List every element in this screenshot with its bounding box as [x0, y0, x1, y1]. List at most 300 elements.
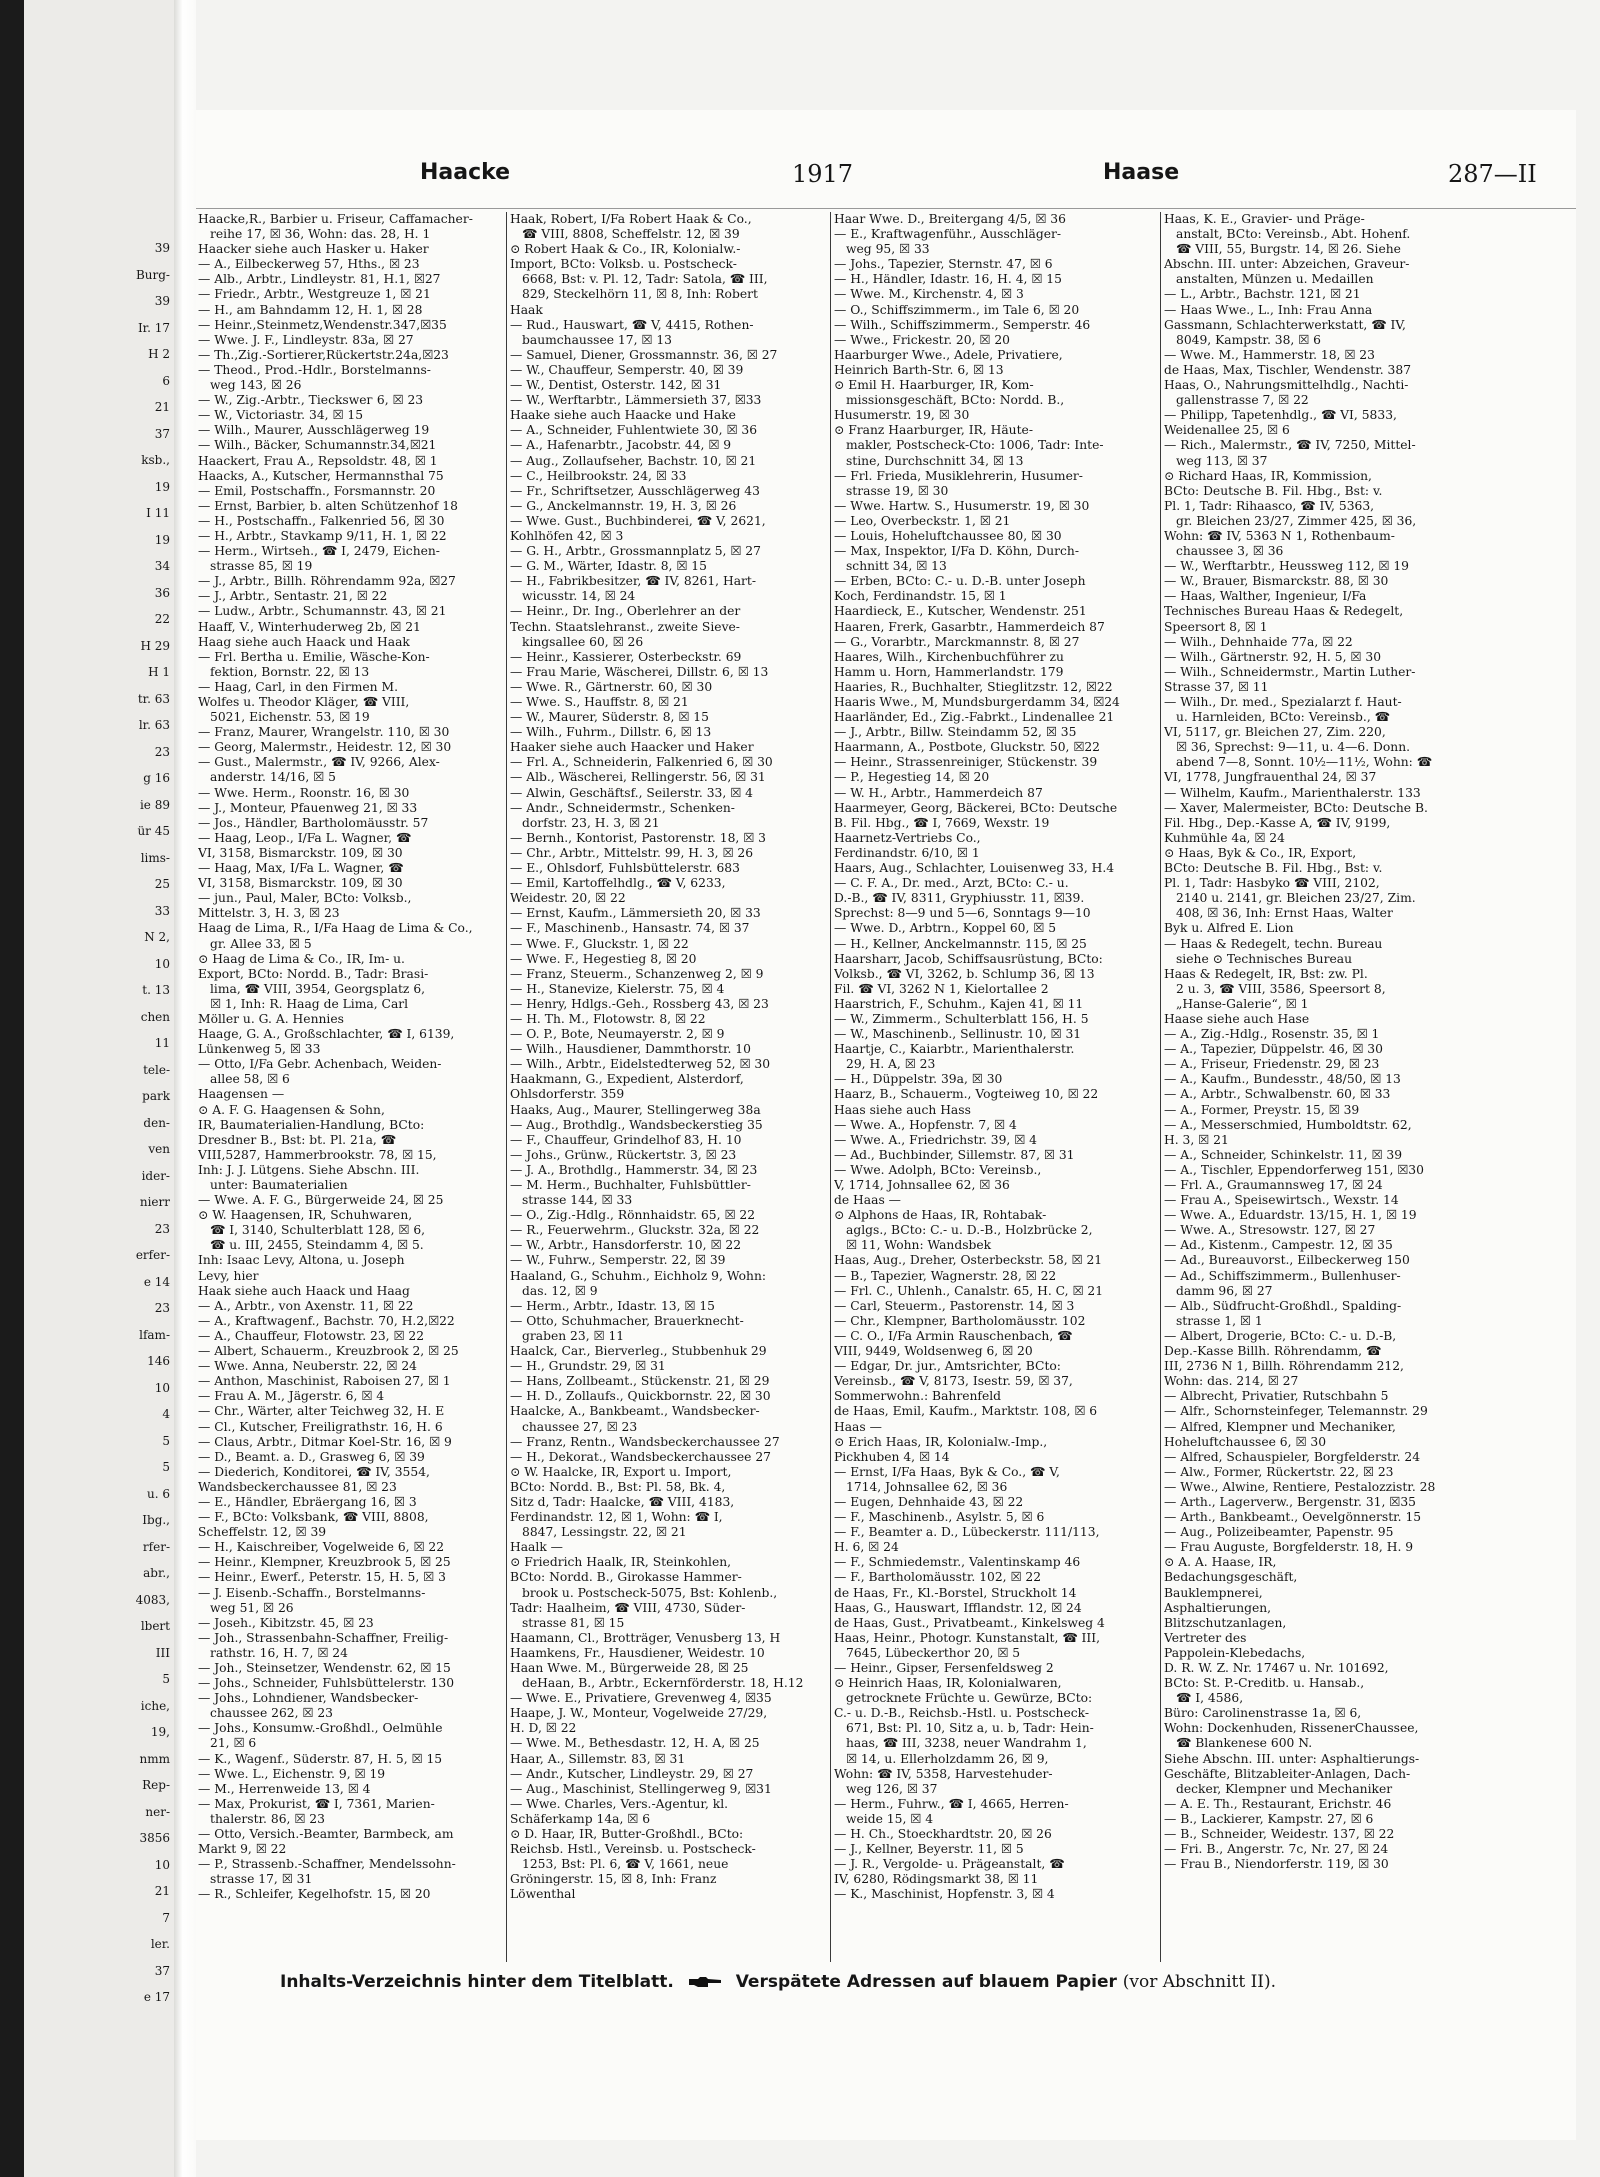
strip-fragment: H 29 [140, 638, 170, 653]
directory-entry-line: — F., Schmiedemstr., Valentinskamp 46 [834, 1555, 1081, 1570]
directory-entry-line: Löwenthal [510, 1887, 576, 1902]
directory-entry-line: — Otto, Schuhmacher, Brauerknecht- [510, 1313, 744, 1328]
directory-entry-line: Fil. Hbg., Dep.-Kasse A, ☎ IV, 9199, [1164, 815, 1391, 830]
strip-fragment: 39 [154, 241, 170, 255]
directory-entry-line: — H., Grundstr. 29, ☒ 31 [510, 1359, 666, 1374]
strip-fragment: 19 [154, 479, 170, 494]
strip-fragment: 21 [154, 1884, 170, 1898]
directory-entry-line: — Louis, Hoheluftchaussee 80, ☒ 30 [834, 528, 1062, 543]
directory-entry-line: — Ernst, Kaufm., Lämmersieth 20, ☒ 33 [510, 906, 761, 921]
directory-entry-line: Tadr: Haalheim, ☎ VIII, 4730, Süder- [510, 1600, 746, 1615]
directory-entry-line: — H., Stanevize, Kielerstr. 75, ☒ 4 [510, 981, 725, 996]
directory-entry-line: chaussee 262, ☒ 23 [210, 1706, 334, 1721]
strip-fragment: 34 [154, 559, 170, 573]
directory-entry-line: Haarnetz-Vertriebs Co., [834, 830, 981, 845]
directory-entry-line: ⊙ W. Haalcke, IR, Export u. Import, [510, 1464, 732, 1479]
strip-fragment: 5 [162, 1433, 170, 1448]
strip-fragment: g 16 [143, 771, 170, 785]
directory-entry-line: ⊙ Haag de Lima & Co., IR, Im- u. [198, 951, 405, 966]
directory-entry-line: — Arth., Bankbeamt., Oevelgönnerstr. 15 [1164, 1510, 1422, 1525]
directory-entry-line: — A., Schneider, Schinkelstr. 11, ☒ 39 [1164, 1147, 1403, 1162]
directory-entry-line: — Otto, Versich.-Beamter, Barmbeck, am [198, 1827, 454, 1842]
directory-entry-line: — Philipp, Tapetenhdlg., ☎ VI, 5833, [1164, 408, 1397, 423]
directory-entry-line: — Ernst, I/Fa Haas, Byk & Co., ☎ V, [834, 1464, 1060, 1479]
directory-entry-line: Export, BCto: Nordd. B., Tadr: Brasi- [198, 966, 429, 981]
directory-entry-line: III, 2736 N 1, Billh. Röhrendamm 212, [1164, 1359, 1404, 1374]
directory-entry-line: Bauklempnerei, [1164, 1585, 1263, 1600]
directory-entry-line: wicusstr. 14, ☒ 24 [522, 589, 636, 604]
directory-entry-line: — Erben, BCto: C.- u. D.-B. unter Joseph [834, 574, 1086, 589]
directory-entry-line: Wohn: das. 214, ☒ 27 [1164, 1374, 1299, 1389]
directory-entry-line: schnitt 34, ☒ 13 [846, 559, 947, 574]
directory-entry-line: Mittelstr. 3, H. 3, ☒ 23 [198, 906, 340, 921]
directory-entry-line: — A., Chauffeur, Flotowstr. 23, ☒ 22 [198, 1328, 425, 1343]
directory-entry-line: ☒ 36, Sprechst: 9—11, u. 4—6. Donn. [1176, 740, 1411, 755]
directory-entry-line: ⊙ W. Haagensen, IR, Schuhwaren, [198, 1208, 413, 1223]
directory-entry-line: Haacker siehe auch Hasker u. Haker [198, 242, 429, 257]
directory-entry-line: — Joseh., Kibitzstr. 45, ☒ 23 [198, 1615, 374, 1630]
directory-entry-line: Volksb., ☎ VI, 3262, b. Schlump 36, ☒ 13 [834, 966, 1095, 981]
directory-entry-line: — C. O., I/Fa Armin Rauschenbach, ☎ [834, 1328, 1073, 1343]
directory-entry-line: Haage, G. A., Großschlachter, ☎ I, 6139, [198, 1027, 455, 1042]
directory-entry-line: Levy, hier [198, 1268, 259, 1283]
directory-entry-line: — Alw., Former, Rückertstr. 22, ☒ 23 [1164, 1464, 1394, 1479]
directory-entry-line: — B., Tapezier, Wagnerstr. 28, ☒ 22 [834, 1268, 1057, 1283]
directory-entry-line: Ohlsdorferstr. 359 [510, 1087, 625, 1102]
directory-entry-line: — Wilh., Fuhrm., Dillstr. 6, ☒ 13 [510, 725, 712, 740]
directory-entry-line: Dresdner B., Bst: bt. Pl. 21a, ☎ [198, 1132, 397, 1147]
footer-late-addresses: Verspätete Adressen auf blauem Papier [735, 1972, 1117, 1992]
directory-entry-line: — Joh., Strassenbahn-Schaffner, Freilig- [198, 1630, 449, 1645]
directory-entry-line: — Frl. C., Uhlenh., Canalstr. 65, H. C, ☒ 21 [834, 1283, 1104, 1298]
directory-entry-line: — Arth., Lagerverw., Bergenstr. 31, ☒35 [1164, 1494, 1416, 1509]
directory-entry-line: — Wwe. F., Gluckstr. 1, ☒ 22 [510, 936, 689, 951]
directory-entry-line: Haarländer, Ed., Zig.-Fabrkt., Lindenallee 21 [834, 710, 1115, 725]
directory-entry-line: aglgs., BCto: C.- u. D.-B., Holzbrücke 2, [846, 1223, 1093, 1238]
directory-entry-line: Haacke,R., Barbier u. Friseur, Caffamacher- [198, 212, 473, 226]
directory-entry-line: — W., Dentist, Osterstr. 142, ☒ 31 [510, 378, 722, 393]
directory-entry-line: — G. M., Wärter, Idastr. 8, ☒ 15 [510, 559, 707, 574]
strip-fragment: ider- [141, 1168, 170, 1183]
directory-entry-line: getrocknete Früchte u. Gewürze, BCto: [846, 1691, 1093, 1706]
directory-entry-line: — H., Händler, Idastr. 16, H. 4, ☒ 15 [834, 272, 1062, 287]
strip-fragment: nmm [139, 1751, 170, 1766]
strip-fragment: I 11 [146, 506, 170, 520]
directory-entry-line: H. 6, ☒ 24 [834, 1540, 899, 1555]
directory-entry-line: BCto: St. P.-Creditb. u. Hansab., [1164, 1676, 1365, 1691]
directory-entry-line: — Wwe. A., Eduardstr. 13/15, H. 1, ☒ 19 [1164, 1208, 1417, 1223]
directory-entry-line: Haarsharr, Jacob, Schiffsausrüstung, BCto: [834, 951, 1103, 966]
directory-entry-line: allee 58, ☒ 6 [210, 1072, 290, 1087]
directory-entry-line: Haamann, Cl., Brotträger, Venusberg 13, H [510, 1630, 781, 1645]
directory-entry-line: D.-B., ☎ IV, 8311, Gryphiusstr. 11, ☒39. [834, 891, 1085, 906]
directory-entry-line: Haag siehe auch Haack und Haak [198, 634, 410, 649]
directory-entry-line: abend 7—8, Sonnt. 10½—11½, Wohn: ☎ [1176, 755, 1433, 770]
strip-fragment: Burg- [135, 267, 170, 282]
directory-entry-line: — A., Tischler, Eppendorferweg 151, ☒30 [1164, 1162, 1424, 1177]
directory-entry-line: ⊙ Alphons de Haas, IR, Rohtabak- [834, 1208, 1047, 1223]
directory-entry-line: Weidestr. 20, ☒ 22 [510, 891, 626, 906]
directory-entry-line: Haarmeyer, Georg, Bäckerei, BCto: Deutsche [834, 800, 1118, 815]
directory-entry-line: de Haas — [834, 1193, 901, 1208]
directory-entry-line: — E., Händler, Ebräergang 16, ☒ 3 [198, 1494, 417, 1509]
directory-entry-line: Haalcke, A., Bankbeamt., Wandsbecker- [510, 1404, 760, 1419]
directory-entry-line: 21, ☒ 6 [210, 1736, 257, 1751]
directory-entry-line: dorfstr. 23, H. 3, ☒ 21 [522, 815, 660, 830]
directory-entry-line: H. 3, ☒ 21 [1164, 1132, 1229, 1147]
strip-fragment: ner- [145, 1804, 170, 1819]
directory-entry-line: — Theod., Prod.-Hdlr., Borstelmanns- [198, 362, 431, 377]
directory-entry-line: — Rich., Malermstr., ☎ IV, 7250, Mittel- [1164, 438, 1416, 453]
directory-entry-line: — Herm., Fuhrw., ☎ I, 4665, Herren- [834, 1796, 1069, 1811]
directory-entry-line: — Wwe. Hartw. S., Husumerstr. 19, ☒ 30 [834, 498, 1090, 513]
directory-entry-line: chaussee 27, ☒ 23 [522, 1419, 638, 1434]
directory-entry-line: — Wwe. M., Bethesdastr. 12, H. A, ☒ 25 [510, 1736, 760, 1751]
directory-entry-line: — Frl. A., Schneiderin, Falkenried 6, ☒ 30 [510, 755, 773, 770]
directory-entry-line: — J., Kellner, Beyerstr. 11, ☒ 5 [834, 1842, 1024, 1857]
directory-entry-line: Scheffelstr. 12, ☒ 39 [198, 1525, 327, 1540]
directory-entry-line: IR, Baumaterialien-Handlung, BCto: [198, 1117, 425, 1132]
directory-entry-line: — H. Ch., Stoeckhardtstr. 20, ☒ 26 [834, 1827, 1052, 1842]
directory-entry-line: — Wwe. S., Hauffstr. 8, ☒ 21 [510, 695, 689, 709]
strip-fragment: 39 [154, 294, 170, 308]
directory-entry-line: — R., Schleifer, Kegelhofstr. 15, ☒ 20 [198, 1887, 431, 1902]
directory-entry-line: — Aug., Brothdlg., Wandsbeckerstieg 35 [510, 1117, 763, 1132]
directory-entry-line: strasse 85, ☒ 19 [210, 559, 313, 574]
previous-page-strip [24, 0, 174, 2177]
strip-fragment: 22 [154, 612, 170, 626]
directory-entry-line: — B., Lackierer, Kampstr. 27, ☒ 6 [1164, 1811, 1374, 1826]
directory-entry-line: makler, Postscheck-Cto: 1006, Tadr: Inte- [846, 438, 1104, 453]
pointing-hand-icon [688, 1975, 722, 1989]
directory-entry-line: haas, ☎ III, 3238, neuer Wandrahm 1, [846, 1736, 1087, 1751]
strip-fragment: ven [148, 1142, 170, 1156]
directory-entry-line: — Herm., Wirtseh., ☎ I, 2479, Eichen- [198, 544, 440, 559]
directory-entry-line: — Wwe. R., Gärtnerstr. 60, ☒ 30 [510, 679, 713, 694]
directory-entry-line: — Emil, Kartoffelhdlg., ☎ V, 6233, [510, 876, 726, 891]
directory-entry-line: siehe ⊙ Technisches Bureau [1176, 951, 1352, 966]
directory-entry-line: Inh: J. J. Lütgens. Siehe Abschn. III. [198, 1162, 420, 1177]
directory-entry-line: — G. H., Arbtr., Grossmannplatz 5, ☒ 27 [510, 544, 761, 559]
directory-entry-line: — A., Eilbeckerweg 57, Hths., ☒ 23 [198, 257, 420, 272]
directory-entry-line: — Wwe. E., Privatiere, Grevenweg 4, ☒35 [510, 1691, 772, 1706]
directory-entry-line: gr. Allee 33, ☒ 5 [210, 936, 312, 951]
directory-entry-line: Haares, Wilh., Kirchenbuchführer zu [834, 649, 1064, 664]
directory-entry-line: — A., Kaufm., Bundesstr., 48/50, ☒ 13 [1164, 1072, 1401, 1087]
directory-entry-line: das. 12, ☒ 9 [522, 1283, 598, 1298]
directory-entry-line: — H., Postschaffn., Falkenried 56, ☒ 30 [198, 513, 445, 528]
directory-entry-line: — Rud., Hauswart, ☎ V, 4415, Rothen- [510, 317, 754, 332]
directory-entry-line: 6668, Bst: v. Pl. 12, Tadr: Satola, ☎ III, [522, 272, 768, 287]
directory-entry-line: ⊙ Emil H. Haarburger, IR, Kom- [834, 378, 1034, 393]
footer-section-note: (vor Abschnitt II). [1122, 1972, 1277, 1992]
directory-entry-line: — Chr., Wärter, alter Teichweg 32, H. E [198, 1404, 445, 1419]
directory-entry-line: — Edgar, Dr. jur., Amtsrichter, BCto: [834, 1359, 1061, 1374]
directory-entry-line: Dep.-Kasse Billh. Röhrendamm, ☎ [1164, 1344, 1382, 1359]
strip-fragment: tele- [143, 1062, 170, 1077]
directory-entry-line: D. R. W. Z. Nr. 17467 u. Nr. 101692, [1164, 1661, 1389, 1675]
directory-entry-line: weide 15, ☒ 4 [846, 1811, 934, 1826]
directory-entry-line: Haalck, Car., Bierverleg., Stubbenhuk 29 [510, 1344, 767, 1359]
directory-entry-line: ⊙ Franz Haarburger, IR, Häute- [834, 423, 1033, 438]
directory-entry-line: Haackert, Frau A., Repsoldstr. 48, ☒ 1 [198, 453, 438, 468]
directory-entry-line: — Alb., Arbtr., Lindleystr. 81, H.1, ☒27 [198, 272, 441, 287]
directory-entry-line: — Ad., Schiffszimmerm., Bullenhuser- [1164, 1268, 1401, 1283]
strip-fragment: 23 [154, 744, 170, 759]
directory-entry-line: strasse 1, ☒ 1 [1176, 1313, 1263, 1328]
directory-entry-line: — Wilh., Maurer, Ausschlägerweg 19 [198, 423, 430, 438]
column-1 [198, 212, 504, 1903]
directory-entry-line: — B., Schneider, Weidestr. 137, ☒ 22 [1164, 1827, 1395, 1842]
directory-entry-line: ⊙ Erich Haas, IR, Kolonialw.-Imp., [834, 1434, 1048, 1449]
directory-entry-line: — Xaver, Malermeister, BCto: Deutsche B. [1164, 800, 1428, 815]
directory-entry-line: — J., Arbtr., Billw. Steindamm 52, ☒ 35 [834, 725, 1077, 740]
directory-entry-line: — H., Düppelstr. 39a, ☒ 30 [834, 1072, 1003, 1087]
directory-entry-line: — Wilh., Schneidermstr., Martin Luther- [1164, 664, 1416, 679]
directory-entry-line: — A., Schneider, Fuhlentwiete 30, ☒ 36 [510, 423, 758, 438]
directory-entry-line: — F., Maschinenb., Asylstr. 5, ☒ 6 [834, 1510, 1045, 1525]
directory-entry-line: Weidenallee 25, ☒ 6 [1164, 423, 1290, 438]
directory-entry-line: Asphaltierungen, [1164, 1600, 1272, 1615]
directory-entry-line: — Heinr.,Steinmetz,Wendenstr.347,☒35 [198, 317, 447, 332]
strip-fragment: iche, [140, 1698, 170, 1713]
directory-entry-line: — H., Kaischreiber, Vogelweide 6, ☒ 22 [198, 1540, 445, 1555]
directory-entry-line: Pl. 1, Tadr: Hasbyko ☎ VIII, 2102, [1164, 876, 1380, 891]
strip-fragment: 146 [147, 1354, 170, 1368]
directory-entry-line: — J. Eisenb.-Schaffn., Borstelmanns- [198, 1585, 426, 1600]
strip-fragment: 36 [154, 585, 170, 600]
directory-entry-line: — J., Arbtr., Billh. Röhrendamm 92a, ☒27 [198, 574, 456, 589]
directory-entry-line: Hamm u. Horn, Hammerlandstr. 179 [834, 664, 1064, 679]
directory-entry-line: — Albert, Drogerie, BCto: C.- u. D.-B, [1164, 1328, 1397, 1343]
directory-entry-line: — Fr., Schriftsetzer, Ausschlägerweg 43 [510, 483, 760, 498]
column-separator [506, 212, 507, 1962]
directory-entry-line: — Haag, Leop., I/Fa L. Wagner, ☎ [198, 830, 412, 845]
directory-entry-line: — P., Hegestieg 14, ☒ 20 [834, 770, 990, 785]
directory-entry-line: Haar Wwe. D., Breitergang 4/5, ☒ 36 [834, 212, 1066, 226]
directory-entry-line: — Th.,Zig.-Sortierer,Rückertstr.24a,☒23 [198, 347, 449, 362]
directory-entry-line: B. Fil. Hbg., ☎ I, 7669, Wexstr. 19 [834, 815, 1050, 830]
directory-entry-line: Inh: Isaac Levy, Altona, u. Joseph [198, 1253, 405, 1268]
directory-entry-line: Haaff, V., Winterhuderweg 2b, ☒ 21 [198, 619, 421, 634]
directory-entry-line: ⊙ Heinrich Haas, IR, Kolonialwaren, [834, 1676, 1062, 1691]
directory-entry-line: Haalk — [510, 1540, 563, 1555]
directory-entry-line: — Johs., Grünw., Rückertstr. 3, ☒ 23 [510, 1147, 737, 1162]
directory-entry-line: — R., Feuerwehrm., Gluckstr. 32a, ☒ 22 [510, 1223, 760, 1238]
directory-entry-line: — W. H., Arbtr., Hammerdeich 87 [834, 785, 1043, 800]
directory-entry-line: — O., Zig.-Hdlg., Rönnhaidstr. 65, ☒ 22 [510, 1208, 756, 1223]
directory-entry-line: — Jos., Händler, Bartholomäusstr. 57 [198, 815, 429, 830]
directory-entry-line: chaussee 3, ☒ 36 [1176, 544, 1284, 559]
directory-entry-line: — Wwe. Anna, Neuberstr. 22, ☒ 24 [198, 1359, 417, 1374]
strip-fragment: N 2, [144, 930, 170, 944]
directory-entry-line: Haarburger Wwe., Adele, Privatiere, [834, 347, 1063, 362]
directory-entry-line: — Wilh., Schiffszimmerm., Semperstr. 46 [834, 317, 1091, 332]
directory-entry-line: ☎ Blankenese 600 N. [1176, 1736, 1313, 1751]
strip-fragment: H 2 [148, 347, 170, 361]
directory-entry-line: — C., Heilbrookstr. 24, ☒ 33 [510, 468, 687, 483]
directory-entry-line: — Haas Wwe., L., Inh: Frau Anna [1164, 302, 1373, 317]
directory-entry-line: weg 113, ☒ 37 [1176, 453, 1268, 468]
directory-entry-line: 8049, Kampstr. 38, ☒ 6 [1176, 332, 1321, 347]
directory-entry-line: — Wwe. Gust., Buchbinderei, ☎ V, 2621, [510, 513, 766, 528]
strip-fragment: erfer- [135, 1248, 170, 1262]
directory-entry-line: — F., Beamter a. D., Lübeckerstr. 111/113, [834, 1525, 1100, 1540]
directory-entry-line: Markt 9, ☒ 22 [198, 1842, 287, 1857]
directory-entry-line: Haape, J. W., Monteur, Vogelweide 27/29, [510, 1706, 768, 1721]
directory-entry-line: — A., Arbtr., Schwalbenstr. 60, ☒ 33 [1164, 1087, 1391, 1102]
directory-entry-line: IV, 6280, Rödingsmarkt 38, ☒ 11 [834, 1872, 1039, 1887]
directory-entry-line: — A., Former, Preystr. 15, ☒ 39 [1164, 1102, 1360, 1117]
directory-entry-line: — H., Arbtr., Stavkamp 9/11, H. 1, ☒ 22 [198, 528, 447, 543]
strip-fragment: Ir. 17 [137, 320, 170, 335]
directory-entry-line: Haaland, G., Schuhm., Eichholz 9, Wohn: [510, 1268, 767, 1283]
directory-entry-line: VIII, 9449, Woldsenweg 6, ☒ 20 [834, 1344, 1033, 1359]
strip-fragment: abr., [143, 1566, 170, 1580]
strip-fragment: lbert [140, 1619, 170, 1633]
strip-fragment: park [142, 1089, 170, 1103]
directory-entry-line: — Andr., Kutscher, Lindleystr. 29, ☒ 27 [510, 1766, 754, 1781]
directory-entry-line: — Frl. Frieda, Musiklehrerin, Husumer- [834, 468, 1083, 483]
directory-entry-line: Wolfes u. Theodor Kläger, ☎ VIII, [198, 695, 410, 709]
directory-entry-line: Haaren, Frerk, Gasarbtr., Hammerdeich 87 [834, 619, 1105, 634]
directory-entry-line: Haaries, R., Buchhalter, Stieglitzstr. 12, ☒22 [834, 679, 1113, 694]
header-left-word: Haacke [420, 160, 511, 185]
directory-entry-line: — Wilh., Gärtnerstr. 92, H. 5, ☒ 30 [1164, 649, 1382, 664]
directory-entry-line: — Frau Marie, Wäscherei, Dillstr. 6, ☒ 13 [510, 664, 769, 679]
directory-entry-line: — Henry, Hdlgs.-Geh., Rossberg 43, ☒ 23 [510, 996, 769, 1011]
directory-entry-line: — E., Ohlsdorf, Fuhlsbüttelerstr. 683 [510, 861, 740, 876]
directory-entry-line: 1253, Bst: Pl. 6, ☎ V, 1661, neue [522, 1857, 729, 1872]
directory-entry-line: Haake siehe auch Haacke und Hake [510, 408, 736, 423]
directory-entry-line: — Wwe. A., Stresowstr. 127, ☒ 27 [1164, 1223, 1376, 1238]
directory-entry-line: — Haas & Redegelt, techn. Bureau [1164, 936, 1383, 951]
directory-entry-line: — Georg, Malermstr., Heidestr. 12, ☒ 30 [198, 740, 452, 755]
header-year: 1917 [792, 160, 854, 188]
directory-entry-line: — F., Maschinenb., Hansastr. 74, ☒ 37 [510, 921, 750, 936]
directory-entry-line: — Ad., Bureauvorst., Eilbeckerweg 150 [1164, 1253, 1410, 1268]
directory-entry-line: — J., Monteur, Pfauenweg 21, ☒ 33 [198, 800, 418, 815]
directory-entry-line: Haarz, B., Schauerm., Vogteiweg 10, ☒ 22 [834, 1087, 1099, 1102]
directory-entry-line: ⊙ A. A. Haase, IR, [1164, 1555, 1277, 1570]
directory-entry-line: — Max, Prokurist, ☎ I, 7361, Marien- [198, 1796, 435, 1811]
directory-entry-line: — W., Werftarbtr., Lämmersieth 37, ☒33 [510, 393, 762, 408]
strip-fragment: H 1 [148, 665, 170, 679]
directory-entry-line: ⊙ Friedrich Haalk, IR, Steinkohlen, [510, 1555, 732, 1570]
directory-entry-line: — Wwe. D., Arbtrn., Koppel 60, ☒ 5 [834, 921, 1057, 936]
directory-entry-line: — Wwe. M., Hammerstr. 18, ☒ 23 [1164, 347, 1375, 362]
directory-entry-line: — Frau B., Niendorferstr. 119, ☒ 30 [1164, 1857, 1389, 1872]
directory-entry-line: de Haas, Emil, Kaufm., Marktstr. 108, ☒ 6 [834, 1404, 1098, 1419]
directory-entry-line: BCto: Nordd. B., Bst: Pl. 58, Bk. 4, [510, 1479, 726, 1494]
directory-entry-line: Strasse 37, ☒ 11 [1164, 679, 1269, 694]
strip-fragment: lr. 63 [138, 718, 170, 732]
directory-entry-line: — A., Messerschmied, Humboldtstr. 62, [1164, 1117, 1412, 1132]
directory-entry-line: — A., Hafenarbtr., Jacobstr. 44, ☒ 9 [510, 438, 732, 453]
directory-entry-line: Husumerstr. 19, ☒ 30 [834, 408, 970, 423]
directory-entry-line: weg 126, ☒ 37 [846, 1781, 938, 1796]
directory-entry-line: — Franz, Steuerm., Schanzenweg 2, ☒ 9 [510, 966, 764, 981]
directory-entry-line: Gassmann, Schlachterwerkstatt, ☎ IV, [1164, 317, 1406, 332]
strip-fragment: 25 [154, 877, 170, 891]
strip-fragment: ie 89 [139, 797, 170, 812]
directory-entry-line: — Wwe. Adolph, BCto: Vereinsb., [834, 1162, 1042, 1177]
directory-entry-line: Haas, Aug., Dreher, Osterbeckstr. 58, ☒ 21 [834, 1253, 1103, 1268]
strip-fragment: e 17 [143, 1990, 170, 2004]
strip-fragment: III [155, 1645, 170, 1660]
directory-entry-line: — G., Vorarbtr., Marckmannstr. 8, ☒ 27 [834, 634, 1080, 649]
directory-entry-line: Haaker siehe auch Haacker und Haker [510, 740, 754, 755]
strip-fragment: lfam- [139, 1327, 170, 1342]
directory-entry-line: — Cl., Kutscher, Freiligrathstr. 16, H. 6 [198, 1419, 443, 1434]
directory-entry-line: — Heinr., Kassierer, Osterbeckstr. 69 [510, 649, 742, 664]
directory-entry-line: — Frau Auguste, Borgfelderstr. 18, H. 9 [1164, 1540, 1414, 1555]
strip-fragment: 23 [154, 1221, 170, 1236]
directory-entry-line: Sprechst: 8—9 und 5—6, Sonntags 9—10 [834, 906, 1091, 921]
column-3 [834, 212, 1156, 1903]
strip-fragment: 7 [162, 1910, 170, 1925]
directory-entry-line: 29, H. A, ☒ 23 [846, 1057, 936, 1072]
directory-entry-line: — Frl. A., Graumannsweg 17, ☒ 24 [1164, 1178, 1383, 1192]
directory-entry-line: ⊙ Robert Haak & Co., IR, Kolonialw.- [510, 242, 741, 257]
directory-entry-line: Ferdinandstr. 12, ☒ 1, Wohn: ☎ I, [510, 1510, 723, 1525]
directory-entry-line: weg 51, ☒ 26 [210, 1600, 294, 1615]
directory-entry-line: Haakmann, G., Expedient, Alsterdorf, [510, 1072, 744, 1087]
directory-entry-line: Fil. ☎ VI, 3262 N 1, Kielortallee 2 [834, 981, 1049, 996]
directory-entry-line: ☎ I, 3140, Schulterblatt 128, ☒ 6, [210, 1223, 426, 1238]
column-separator [830, 212, 831, 1962]
directory-entry-line: — Albrecht, Privatier, Rutschbahn 5 [1164, 1389, 1389, 1404]
directory-entry-line: gallenstrasse 7, ☒ 22 [1176, 393, 1309, 408]
directory-entry-line: anderstr. 14/16, ☒ 5 [210, 770, 336, 785]
strip-fragment: 19, [150, 1725, 170, 1739]
directory-entry-line: Haamkens, Fr., Hausdiener, Weidestr. 10 [510, 1645, 765, 1660]
directory-entry-line: — Frau A., Speisewirtsch., Wexstr. 14 [1164, 1193, 1399, 1208]
directory-entry-line: — O., Schiffszimmerm., im Tale 6, ☒ 20 [834, 302, 1080, 317]
directory-entry-line: Byk u. Alfred E. Lion [1164, 921, 1294, 936]
directory-entry-line: VIII,5287, Hammerbrookstr. 78, ☒ 15, [198, 1147, 437, 1162]
directory-entry-line: — H., Fabrikbesitzer, ☎ IV, 8261, Hart- [510, 574, 757, 589]
directory-entry-line: — Haas, Walther, Ingenieur, I/Fa [1164, 589, 1367, 604]
directory-entry-line: — Wwe. J. F., Lindleystr. 83a, ☒ 27 [198, 332, 414, 347]
directory-entry-line: — Fri. B., Angerstr. 7c, Nr. 27, ☒ 24 [1164, 1842, 1389, 1857]
directory-entry-line: — F., Chauffeur, Grindelhof 83, H. 10 [510, 1132, 742, 1147]
directory-entry-line: ☒ 1, Inh: R. Haag de Lima, Carl [210, 996, 409, 1011]
directory-entry-line: — Alwin, Geschäftsf., Seilerstr. 33, ☒ 4 [510, 785, 753, 800]
directory-entry-line: — Haag, Carl, in den Firmen M. [198, 679, 398, 694]
directory-entry-line: — L., Arbtr., Bachstr. 121, ☒ 21 [1164, 287, 1361, 302]
directory-entry-line: u. Harnleiden, BCto: Vereinsb., ☎ [1176, 710, 1390, 725]
directory-entry-line: strasse 19, ☒ 30 [846, 483, 949, 498]
directory-entry-line: Bedachungsgeschäft, [1164, 1570, 1298, 1585]
directory-entry-line: unter: Baumaterialien [210, 1178, 348, 1192]
directory-entry-line: — Wilhelm, Kaufm., Marienthalerstr. 133 [1164, 785, 1421, 800]
directory-entry-line: Haaris Wwe., M, Mundsburgerdamm 34, ☒24 [834, 695, 1120, 709]
strip-fragment: 10 [154, 1380, 170, 1395]
directory-entry-line: anstalten, Münzen u. Medaillen [1176, 272, 1374, 287]
directory-entry-line: decker, Klempner und Mechaniker [1176, 1781, 1393, 1796]
directory-entry-line: — Leo, Overbeckstr. 1, ☒ 21 [834, 513, 1011, 528]
directory-entry-line: — Wwe., Alwine, Rentiere, Pestalozzistr. 28 [1164, 1479, 1436, 1494]
directory-entry-line: ⊙ D. Haar, IR, Butter-Großhdl., BCto: [510, 1827, 744, 1842]
directory-entry-line: ☒ 14, u. Ellerholzdamm 26, ☒ 9, [846, 1751, 1049, 1766]
directory-entry-line: Wandsbeckerchaussee 81, ☒ 23 [198, 1479, 397, 1494]
directory-entry-line: — Wwe. F., Hegestieg 8, ☒ 20 [510, 951, 697, 966]
directory-entry-line: — Frl. Bertha u. Emilie, Wäsche-Kon- [198, 649, 430, 664]
directory-entry-line: — K., Wagenf., Süderstr. 87, H. 5, ☒ 15 [198, 1751, 443, 1766]
directory-entry-line: Speersort 8, ☒ 1 [1164, 619, 1268, 634]
directory-entry-line: Haardieck, E., Kutscher, Wendenstr. 251 [834, 604, 1087, 619]
